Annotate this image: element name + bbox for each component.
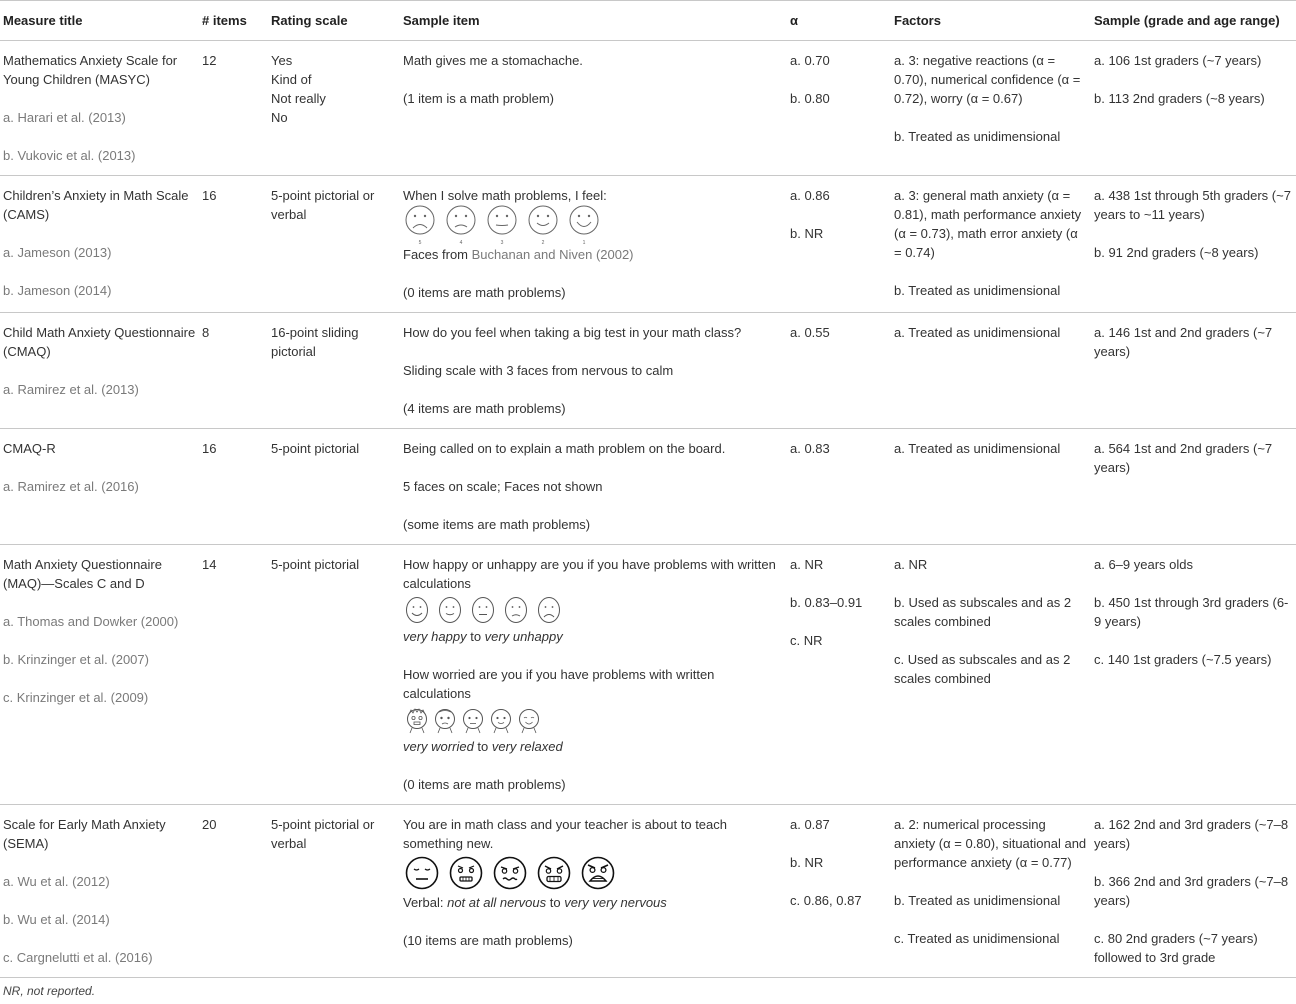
table-row <box>0 176 1296 313</box>
scale-option: No <box>271 110 288 125</box>
anchor-from: very worried <box>403 739 474 754</box>
anchor-mid: to <box>466 629 485 644</box>
anchor-to: very relaxed <box>491 739 563 754</box>
table-row <box>0 41 1296 176</box>
sample-text: a. 564 1st and 2nd graders (~7 years) <box>1094 441 1273 475</box>
anchor-mid: to <box>546 895 565 910</box>
scale-option: Kind of <box>271 72 312 87</box>
anchor-prefix: Verbal: <box>403 895 448 910</box>
items-cell: 16 <box>199 429 268 545</box>
factor-text: c. Treated as unidimensional <box>894 931 1060 946</box>
alpha-value: b. 0.83–0.91 <box>790 595 863 610</box>
face-number: 4 <box>459 240 463 245</box>
face-relaxed-icon <box>489 706 513 734</box>
factor-text: c. Used as subscales and as 2 scales combined <box>894 652 1071 686</box>
sample-text: a. 106 1st graders (~7 years) <box>1094 53 1262 68</box>
sample-item-note: (10 items are math problems) <box>403 933 573 948</box>
sample-item-text: When I solve math problems, I feel: <box>403 188 607 203</box>
face-neutral-icon <box>471 596 495 624</box>
faces-source-prefix: Faces from <box>403 247 472 262</box>
alpha-value: b. 0.80 <box>790 91 830 106</box>
items-cell: 8 <box>199 313 268 429</box>
face-very-relaxed-icon <box>517 706 541 734</box>
face-very-happy-icon <box>405 596 429 624</box>
alpha-cell <box>787 313 891 429</box>
factors-cell <box>891 545 1091 805</box>
face-happy-icon <box>526 205 560 245</box>
alpha-cell <box>787 41 891 176</box>
face-worried-icon <box>433 706 457 734</box>
sample-text: c. 80 2nd graders (~7 years) followed to 3rd grade <box>1094 931 1258 965</box>
sample-text: b. 366 2nd and 3rd graders (~7–8 years) <box>1094 874 1289 908</box>
alpha-value: b. NR <box>790 226 824 241</box>
sample-cell <box>1091 313 1296 429</box>
alpha-value: a. 0.86 <box>790 188 830 203</box>
reference: a. Ramirez et al. (2016) <box>3 479 139 494</box>
anchor-to: very very nervous <box>564 895 667 910</box>
table-row <box>0 429 1296 545</box>
sample-cell <box>1091 545 1296 805</box>
sample-item-text: Being called on to explain a math problem on the board. <box>403 441 726 456</box>
reference: b. Jameson (2014) <box>3 283 112 298</box>
alpha-value: a. NR <box>790 557 824 572</box>
faces-scale-happy <box>403 593 784 627</box>
reference: c. Krinzinger et al. (2009) <box>3 690 149 705</box>
scale-option: Not really <box>271 91 326 106</box>
scale-anchor-text <box>403 893 784 912</box>
sample-text: b. 113 2nd graders (~8 years) <box>1094 91 1265 106</box>
sample-item-cell <box>400 313 787 429</box>
reference: a. Harari et al. (2013) <box>3 110 126 125</box>
alpha-value: b. NR <box>790 855 824 870</box>
sample-text: a. 146 1st and 2nd graders (~7 years) <box>1094 325 1273 359</box>
items-cell: 14 <box>199 545 268 805</box>
sample-item-text: How worried are you if you have problems with written calculations <box>403 667 715 701</box>
sample-cell <box>1091 176 1296 313</box>
anchor-to: very unhappy <box>484 629 563 644</box>
header-sample-item: Sample item <box>400 1 787 41</box>
measure-title: Children’s Anxiety in Math Scale (CAMS) <box>3 188 189 222</box>
scale-cell <box>268 41 400 176</box>
header-sample: Sample (grade and age range) <box>1091 1 1296 41</box>
factor-text: a. 3: general math anxiety (α = 0.81), math performance anxiety (α = 0.73), math error anxiety (α = 0.74) <box>894 188 1082 260</box>
sample-item-cell <box>400 545 787 805</box>
items-cell: 12 <box>199 41 268 176</box>
faces-source <box>403 245 784 264</box>
reference: b. Krinzinger et al. (2007) <box>3 652 149 667</box>
factor-text: a. NR <box>894 557 928 572</box>
measure-cell <box>0 176 199 313</box>
sample-cell <box>1091 805 1296 978</box>
header-measure: Measure title <box>0 1 199 41</box>
sample-item-note: (4 items are math problems) <box>403 401 566 416</box>
face-unhappy-icon <box>504 596 528 624</box>
sample-text: b. 91 2nd graders (~8 years) <box>1094 245 1259 260</box>
sample-text: a. 162 2nd and 3rd graders (~7–8 years) <box>1094 817 1289 851</box>
sample-text: b. 450 1st through 3rd graders (6-9 years) <box>1094 595 1289 629</box>
measure-title: Scale for Early Math Anxiety (SEMA) <box>3 817 166 851</box>
face-calm-icon <box>405 856 439 890</box>
face-very-unhappy-icon <box>537 596 561 624</box>
reference: a. Ramirez et al. (2013) <box>3 382 139 397</box>
faces-scale-worried <box>403 703 784 737</box>
sample-item-text: Math gives me a stomachache. <box>403 53 583 68</box>
reference: b. Vukovic et al. (2013) <box>3 148 136 163</box>
face-very-worried-icon <box>405 706 429 734</box>
face-number: 2 <box>541 240 545 245</box>
reference: a. Jameson (2013) <box>3 245 112 260</box>
sample-item-note: (1 item is a math problem) <box>403 91 554 106</box>
faces-scale-sema <box>403 853 784 893</box>
reference: a. Thomas and Dowker (2000) <box>3 614 179 629</box>
table-row <box>0 313 1296 429</box>
face-number: 5 <box>418 240 422 245</box>
measure-title: CMAQ-R <box>3 441 56 456</box>
sample-item-cell <box>400 429 787 545</box>
sample-item-text: Sliding scale with 3 faces from nervous to calm <box>403 363 674 378</box>
face-nervous-icon <box>493 856 527 890</box>
face-neutral-icon <box>485 205 519 245</box>
reference: c. Cargnelutti et al. (2016) <box>3 950 153 965</box>
scale-cell: 5-point pictorial <box>268 429 400 545</box>
alpha-value: a. 0.55 <box>790 325 830 340</box>
header-alpha: α <box>787 1 891 41</box>
table-row <box>0 805 1296 978</box>
scale-cell: 5-point pictorial <box>268 545 400 805</box>
face-number: 3 <box>500 240 504 245</box>
factor-text: b. Used as subscales and as 2 scales combined <box>894 595 1072 629</box>
alpha-value: a. 0.87 <box>790 817 830 832</box>
sample-cell <box>1091 41 1296 176</box>
face-happy-icon <box>438 596 462 624</box>
scale-anchor-text <box>403 737 784 756</box>
factor-text: b. Treated as unidimensional <box>894 129 1061 144</box>
anchor-from: very happy <box>403 629 467 644</box>
scale-cell: 5-point pictorial or verbal <box>268 805 400 978</box>
reference: a. Wu et al. (2012) <box>3 874 110 889</box>
sample-text: a. 6–9 years olds <box>1094 557 1194 572</box>
reference: Buchanan and Niven (2002) <box>471 247 634 262</box>
measure-cell <box>0 41 199 176</box>
factors-cell <box>891 176 1091 313</box>
table-footnote: NR, not reported. <box>3 984 96 998</box>
factor-text: b. Treated as unidimensional <box>894 893 1061 908</box>
face-slightly-nervous-icon <box>449 856 483 890</box>
measure-title: Mathematics Anxiety Scale for Young Children (MASYC) <box>3 53 178 87</box>
sample-item-text: You are in math class and your teacher is about to teach something new. <box>403 817 727 851</box>
measure-cell <box>0 313 199 429</box>
alpha-value: c. 0.86, 0.87 <box>790 893 862 908</box>
scale-cell: 5-point pictorial or verbal <box>268 176 400 313</box>
factor-text: a. Treated as unidimensional <box>894 325 1061 340</box>
header-scale: Rating scale <box>268 1 400 41</box>
alpha-cell <box>787 176 891 313</box>
measure-cell <box>0 545 199 805</box>
face-very-very-nervous-icon <box>581 856 615 890</box>
sample-item-cell <box>400 176 787 313</box>
measure-title: Math Anxiety Questionnaire (MAQ)—Scales C and D <box>3 557 162 591</box>
factors-cell <box>891 429 1091 545</box>
alpha-cell <box>787 545 891 805</box>
sample-item-cell <box>400 41 787 176</box>
face-very-nervous-icon <box>537 856 571 890</box>
faces-scale-cams <box>403 205 784 245</box>
anchor-from: not at all nervous <box>447 895 547 910</box>
factor-text: a. Treated as unidimensional <box>894 441 1061 456</box>
face-very-sad-icon <box>403 205 437 245</box>
sample-cell <box>1091 429 1296 545</box>
alpha-cell <box>787 805 891 978</box>
measure-title: Child Math Anxiety Questionnaire (CMAQ) <box>3 325 196 359</box>
face-very-happy-icon <box>567 205 601 245</box>
alpha-cell <box>787 429 891 545</box>
sample-text: c. 140 1st graders (~7.5 years) <box>1094 652 1272 667</box>
scale-option: Yes <box>271 53 293 68</box>
scale-cell: 16-point sliding pictorial <box>268 313 400 429</box>
reference: b. Wu et al. (2014) <box>3 912 110 927</box>
header-factors: Factors <box>891 1 1091 41</box>
scale-anchor-text <box>403 627 784 646</box>
sample-item-note: (some items are math problems) <box>403 517 591 532</box>
sample-text: a. 438 1st through 5th graders (~7 years to ~11 years) <box>1094 188 1291 222</box>
factor-text: a. 3: negative reactions (α = 0.70), numerical confidence (α = 0.72), worry (α = 0.67) <box>894 53 1081 106</box>
sample-item-note: (0 items are math problems) <box>403 777 566 792</box>
sample-item-note: (0 items are math problems) <box>403 285 566 300</box>
sample-item-text: How happy or unhappy are you if you have problems with written calculations <box>403 557 776 591</box>
factor-text: a. 2: numerical processing anxiety (α = 0.80), situational and performance anxiety (α = 0.77) <box>894 817 1087 870</box>
items-cell: 16 <box>199 176 268 313</box>
sample-item-cell <box>400 805 787 978</box>
face-neutral-icon <box>461 706 485 734</box>
face-sad-icon <box>444 205 478 245</box>
measure-cell <box>0 429 199 545</box>
anchor-mid: to <box>473 739 492 754</box>
alpha-value: a. 0.83 <box>790 441 830 456</box>
sample-item-text: How do you feel when taking a big test in your math class? <box>403 325 742 340</box>
measure-cell <box>0 805 199 978</box>
factor-text: b. Treated as unidimensional <box>894 283 1061 298</box>
alpha-value: a. 0.70 <box>790 53 830 68</box>
header-items: # items <box>199 1 268 41</box>
header-row <box>0 1 1296 41</box>
factors-cell <box>891 41 1091 176</box>
factors-cell <box>891 805 1091 978</box>
alpha-value: c. NR <box>790 633 823 648</box>
items-cell: 20 <box>199 805 268 978</box>
sample-item-text: 5 faces on scale; Faces not shown <box>403 479 603 494</box>
table-row <box>0 545 1296 805</box>
face-number: 1 <box>582 240 586 245</box>
factors-cell <box>891 313 1091 429</box>
